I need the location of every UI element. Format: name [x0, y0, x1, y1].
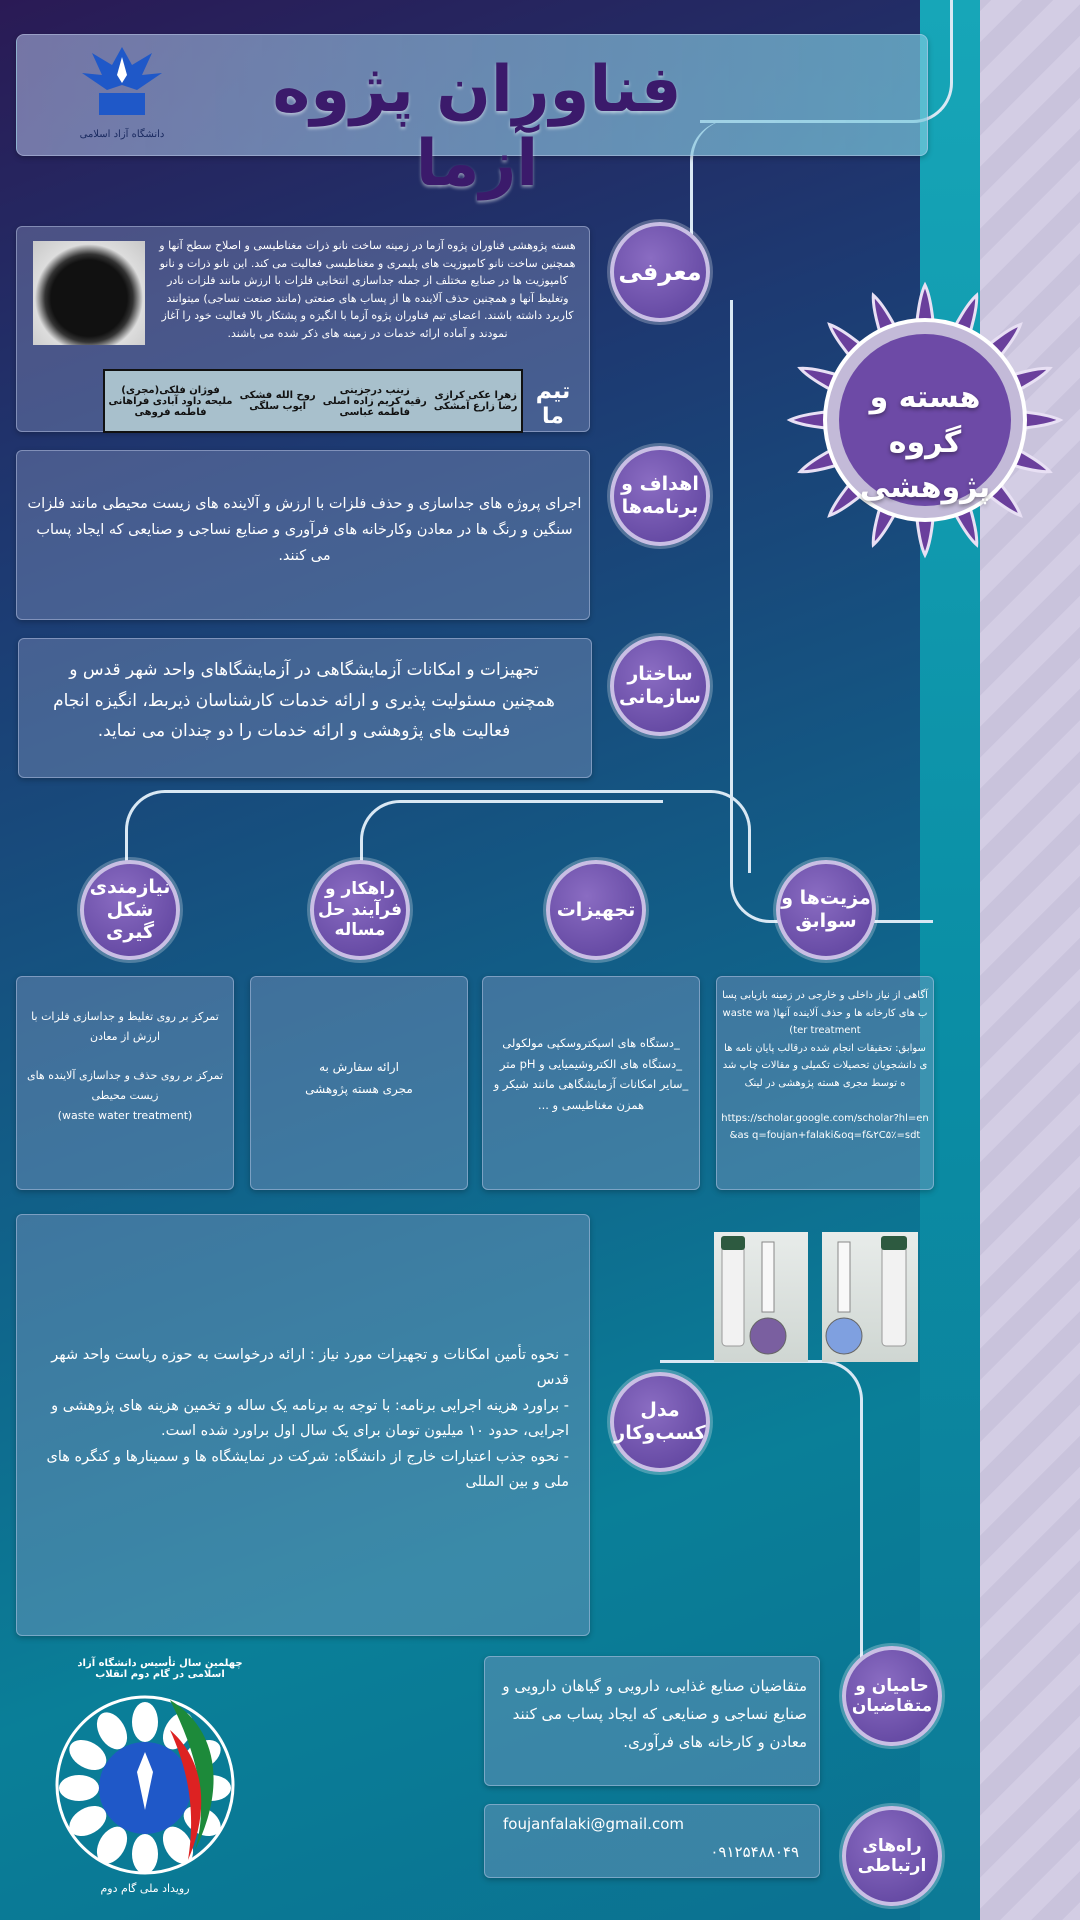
university-logo: [77, 45, 167, 145]
solution-circle: [310, 860, 410, 960]
needs-circle: [80, 860, 180, 960]
business-line: - نحوه تأمین امکانات و تجهیزات مورد نیاز : ارائه درخواست به حوزه ریاست واحد شهر قدس: [51, 1347, 569, 1389]
solution-text: ارائه سفارش به مجری هسته پژوهشی: [305, 1060, 413, 1096]
team-column: [434, 390, 518, 412]
anniversary-arc-text: چهلمین سال تأسیس دانشگاه آزاد اسلامی در گام دوم انقلاب: [77, 1658, 243, 1680]
solution-label: راهکار و فرآیند حل مساله: [317, 879, 403, 941]
needs-panel: [16, 976, 234, 1190]
intro-panel: [16, 226, 590, 432]
team-member: ملیحه داود آبادی فراهانی: [108, 395, 233, 407]
team-member: ایوب سلگی: [249, 401, 307, 412]
advantages-text: آگاهی از نیاز داخلی و خارجی در زمینه بازیابی پساب های کارخانه ها و حذف آلاینده آنها( waste water treatment) سوابق: تحقیقات انجام شده درقالب پایان نامه های دانشجویان تحصیلات تکمیلی و مقالات چاپ شده توسط مجری هسته پژوهشی در لینک https://scholar.google.com/scholar?hl=en&as q=foujan+falaki&oq=f&۲C۵٪=sdt: [721, 990, 929, 1141]
structure-panel: [18, 638, 592, 778]
connector-line: [360, 800, 663, 873]
team-label: تیم ما: [535, 379, 571, 429]
contact-phone[interactable]: ۰۹۱۲۵۴۸۸۰۴۹: [710, 1843, 799, 1861]
business-line: - براورد هزینه اجرایی برنامه: با توجه به برنامه یک ساله و تخمین هزینه های پژوهشی و اجرایی، حدود ۱۰ میلیون تومان برای یک سال اول براورد شده است.: [51, 1397, 569, 1440]
contact-email[interactable]: foujanfalaki@gmail.com: [503, 1815, 684, 1833]
lab-photo-left: [714, 1232, 808, 1362]
advantages-panel: [716, 976, 934, 1190]
header-banner: [16, 34, 928, 201]
team-column: [323, 385, 427, 418]
team-member: رقیه کریم زاده اصلی: [322, 395, 427, 407]
sponsors-circle: [842, 1646, 942, 1746]
business-label: مدل کسب‌و‌کار: [614, 1399, 706, 1444]
advantages-label: مزیت‌ها و سوابق: [781, 887, 871, 932]
core-flower-emblem: [770, 265, 1080, 575]
solution-panel: [250, 976, 468, 1190]
contact-label: راه‌های ارتباطی: [857, 1835, 927, 1876]
intro-label: معرفی: [618, 257, 702, 286]
structure-text: تجهیزات و امکانات آزمایشگاهی در آزمایشگاهای واحد شهر قدس و همچنین مسئولیت پذیری و ارائه خدمات کارشناسان ذیربط، انگیزه انجام فعالیت های پژوهشی و ارائه خدمات را دو چندان می نماید.: [53, 660, 555, 742]
team-member: فوژان فلکی(مجری): [121, 384, 220, 396]
page-title: فناوران پژوه آزما: [272, 53, 682, 201]
advantages-circle: [776, 860, 876, 960]
team-member: زینب درجزینی: [339, 384, 410, 396]
intro-circle: [610, 222, 710, 322]
team-member: روح الله فشکی: [239, 390, 316, 401]
equipment-text: _دستگاه های اسپکتروسکپی مولکولی _دستگاه های الکتروشیمیایی و pH متر _سایر امکانات آزمایشگاهی مانند شیکر و همزن مغناطیسی و ...: [493, 1036, 689, 1113]
contact-circle: [842, 1806, 942, 1906]
nano-powder-photo: [33, 241, 145, 345]
business-line: - نحوه جذب اعتبارات خارج از دانشگاه: شرکت در نمایشگاه ها و سمینارها و کنگره های ملی و بین المللی: [46, 1448, 569, 1490]
anniversary-bottom-text: رویداد ملی گام دوم: [100, 1882, 190, 1895]
contact-panel: [484, 1804, 820, 1878]
goals-text: اجرای پروژه های جداسازی و حذف فلزات با ارزش و آلاینده های زیست محیطی مانند فلزات سنگین و رنگ ها در معادن وکارخانه های فرآوری و صنایع نساجی و صنایعی که ایجاد پساب می کنند.: [27, 496, 582, 565]
equipment-panel: [482, 976, 700, 1190]
goals-label: اهداف و برنامه‌ها: [621, 473, 699, 518]
goals-circle: [610, 446, 710, 546]
goals-panel: [16, 450, 590, 620]
logo-text: دانشگاه آزاد اسلامی: [79, 129, 165, 140]
equipment-circle: [546, 860, 646, 960]
team-member: رضا زارع آمشکی: [433, 401, 518, 412]
team-column: [240, 390, 316, 412]
business-circle: [610, 1372, 710, 1472]
business-panel: [16, 1214, 590, 1636]
sponsors-panel: [484, 1656, 820, 1786]
team-member: فاطمه عباسی: [339, 406, 411, 418]
anniversary-emblem: [20, 1660, 270, 1910]
team-box: [103, 369, 523, 433]
equipment-label: تجهیزات: [556, 898, 636, 921]
sponsors-text: متقاضیان صنایع غذایی، دارویی و گیاهان دارویی و صنایع نساجی و صنایعی که ایجاد پساب می کنند معادن و کارخانه های فرآوری.: [502, 1677, 807, 1751]
structure-circle: [610, 636, 710, 736]
core-label: هسته و گروه پژوهشی: [859, 380, 991, 505]
team-column: [109, 385, 233, 418]
team-member: فاطمه فروهی: [134, 406, 207, 418]
needs-text: تمرکز بر روی تغلیظ و جداسازی فلزات با ارزش از معادن تمرکز بر روی حذف و جداسازی آلاینده های زیست محیطی (waste water treatment): [26, 1010, 224, 1122]
business-text: [37, 1343, 569, 1495]
team-member: زهرا عکی کرازی: [434, 390, 517, 401]
intro-text: هسته پژوهشی فناوران پژوه آزما در زمینه ساخت نانو ذرات مغناطیسی و اصلاح سطح آنها و همچنین ساخت نانو کامپوزیت های پلیمری و مغناطیسی فعالیت می کند. این نانو ذرات و نانو کامپوزیت ها در صنایع مختلف از جمله جداسازی انتخابی فلزات با ارزش مانند فلزات نادر وتغلیظ آنها و همچنین حذف آلاینده ها از پساب های صنعتی (مانند صنعت نساجی) میتوانند کاربرد داشته باشند. اعضای تیم فناوران پژوه آزما با انگیزه و پشتکار بالا فعالیت خود را آغاز نمودند و آماده ارائه خدمات در زمینه های ذکر شده می باشند.: [159, 239, 576, 340]
lab-photo-right: [822, 1232, 918, 1362]
structure-label: ساختار سازمانی: [618, 663, 701, 708]
needs-label: نیازمندی شکل گیری: [89, 875, 171, 944]
sponsors-label: حامیان و متقاضیان: [851, 1675, 933, 1716]
